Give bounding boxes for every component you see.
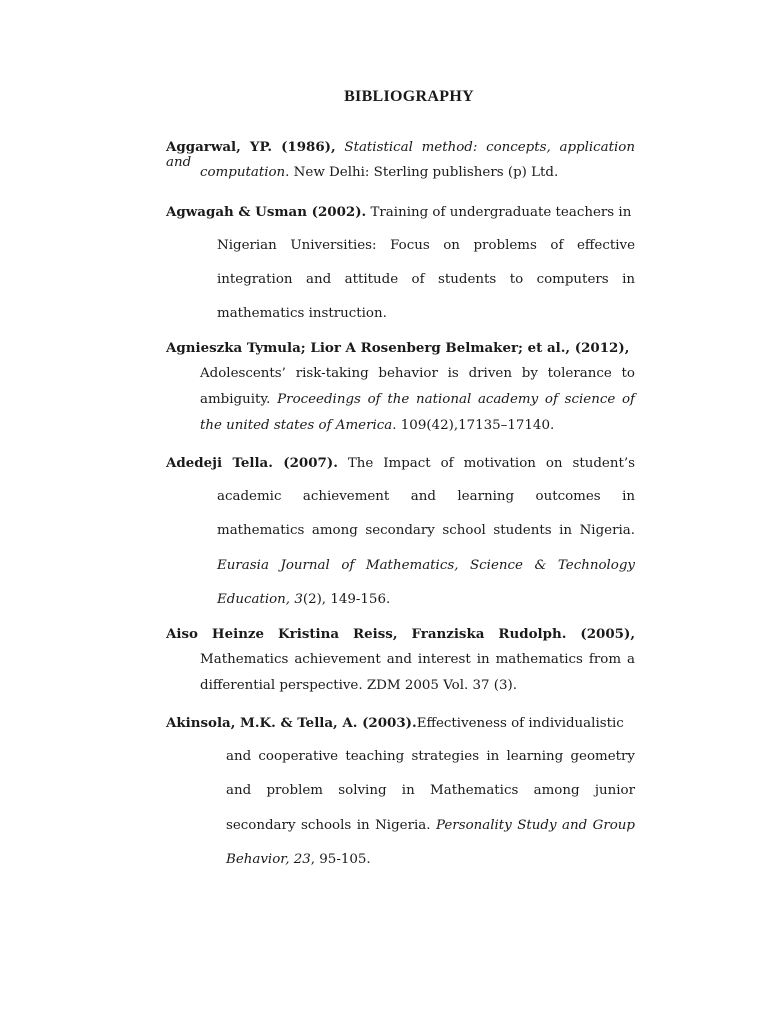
entry-line bbox=[200, 418, 554, 433]
entry-line: integration and attitude of students to computers in bbox=[217, 272, 635, 287]
entry-author: Akinsola, M.K. & Tella, A. (2003). bbox=[166, 715, 417, 731]
entry-text: Effectiveness of individualistic bbox=[416, 716, 624, 731]
entry-line bbox=[200, 392, 635, 407]
entry-title: Statistical method: concepts, application and bbox=[166, 140, 635, 170]
entry-text: . 109(42),17135–17140. bbox=[392, 418, 555, 433]
entry-volume: Education, 3 bbox=[217, 592, 303, 607]
entry-line bbox=[166, 204, 631, 220]
entry-line bbox=[226, 818, 635, 833]
entry-text: Training of undergraduate teachers in bbox=[366, 205, 632, 220]
entry-volume: Behavior, 23 bbox=[226, 852, 311, 867]
entry-author: Adedeji Tella. (2007). bbox=[166, 455, 338, 471]
entry-text: secondary schools in Nigeria. bbox=[226, 818, 436, 833]
entry-line bbox=[217, 592, 390, 607]
entry-text: (2), 149-156. bbox=[302, 592, 391, 607]
entry-line: academic achievement and learning outcomes in bbox=[217, 489, 635, 504]
entry-title: computation bbox=[200, 165, 286, 180]
entry-journal: Proceedings of the national academy of science of bbox=[277, 392, 635, 407]
entry-line: Nigerian Universities: Focus on problems of effective bbox=[217, 238, 635, 253]
entry-line bbox=[226, 852, 371, 867]
entry-text: ambiguity. bbox=[200, 392, 278, 407]
entry-text: . New Delhi: Sterling publishers (p) Ltd. bbox=[285, 165, 559, 180]
entry-author: Aggarwal, YP. (1986), bbox=[166, 139, 336, 155]
entry-line: and cooperative teaching strategies in learning geometry bbox=[226, 749, 635, 764]
entry-journal: Personality Study and Group bbox=[435, 818, 635, 833]
entry-journal: the united states of America bbox=[200, 418, 393, 433]
entry-author: Aiso Heinze Kristina Reiss, Franziska Rudolph. (2005), bbox=[166, 626, 635, 642]
entry-text: The Impact of motivation on student’s bbox=[347, 456, 635, 471]
entry-line bbox=[200, 165, 558, 180]
entry-text: , 95-105. bbox=[310, 852, 371, 867]
page-title: BIBLIOGRAPHY bbox=[344, 88, 474, 105]
entry-line: mathematics instruction. bbox=[217, 306, 387, 321]
entry-journal: Eurasia Journal of Mathematics, Science & Technology bbox=[217, 558, 635, 573]
entry-line bbox=[166, 715, 624, 731]
entry-line: Adolescents’ risk-taking behavior is driven by tolerance to bbox=[200, 366, 635, 381]
entry-line: Mathematics achievement and interest in mathematics from a bbox=[200, 652, 635, 667]
entry-line: differential perspective. ZDM 2005 Vol. 37 (3). bbox=[200, 678, 518, 693]
entry-line: and problem solving in Mathematics among junior bbox=[226, 783, 635, 798]
entry-line: mathematics among secondary school students in Nigeria. bbox=[217, 523, 635, 538]
entry-author: Agnieszka Tymula; Lior A Rosenberg Belmaker; et al., (2012), bbox=[166, 340, 630, 356]
entry-author: Agwagah & Usman (2002). bbox=[166, 204, 367, 220]
entry-line bbox=[166, 455, 635, 471]
